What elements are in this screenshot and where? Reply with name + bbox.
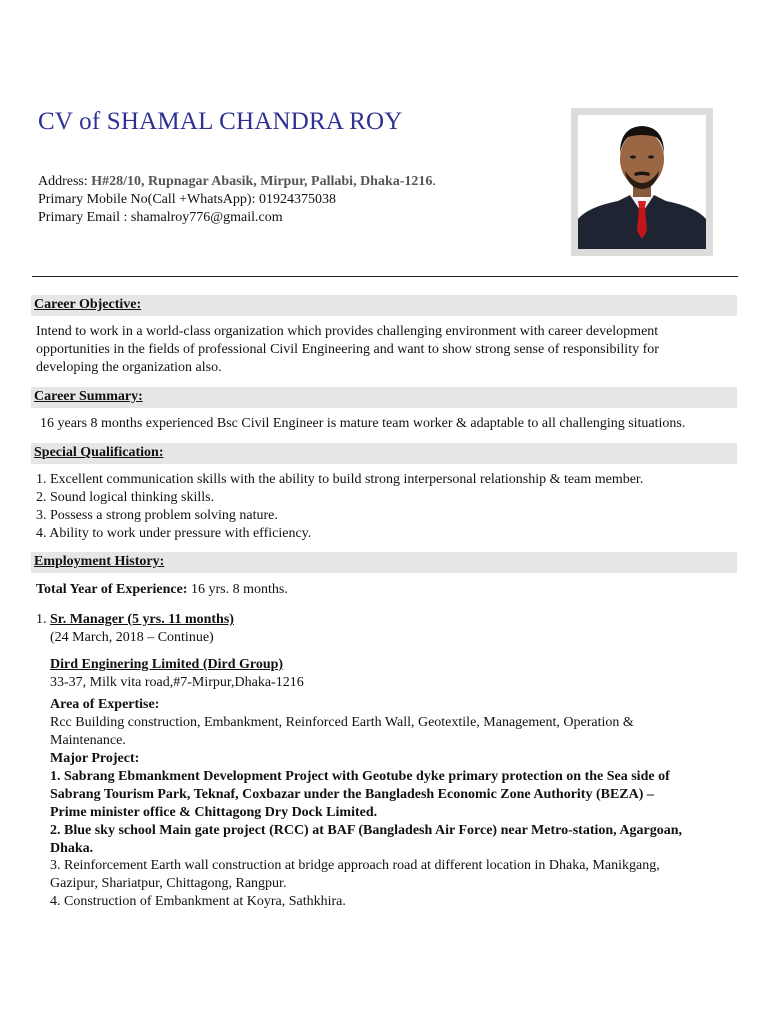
section-heading: Career Summary: <box>34 389 143 404</box>
project-line: Prime minister office & Chittagong Dry Dock Limited. <box>50 805 378 820</box>
project-line: Gazipur, Shariatpur, Chittagong, Rangpur. <box>50 876 287 891</box>
special-qualification-header <box>31 443 737 464</box>
address-value: H#28/10, Rupnagar Abasik, Mirpur, Pallabi, Dhaka-1216 <box>91 174 433 189</box>
major-project-label: Major Project: <box>50 751 140 766</box>
career-objective-header <box>31 295 737 316</box>
section-heading: Employment History: <box>34 554 165 569</box>
qualification-item: 3. Possess a strong problem solving nature. <box>36 508 278 523</box>
project-line: 1. Sabrang Ebmankment Development Project with Geotube dyke primary protection on the Sea side of <box>50 769 670 784</box>
qualification-item: 4. Ability to work under pressure with efficiency. <box>36 526 312 541</box>
job-title: Sr. Manager (5 yrs. 11 months) <box>50 612 234 627</box>
section-heading: Career Objective: <box>34 297 142 312</box>
email-line: Primary Email : shamalroy776@gmail.com <box>38 210 283 225</box>
cv-title: CV of SHAMAL CHANDRA ROY <box>38 108 403 135</box>
company-name: Dird Enginering Limited (Dird Group) <box>50 657 284 672</box>
objective-line: opportunities in the fields of professional Civil Engineering and want to show strong sense of responsibility for <box>36 342 659 357</box>
project-line: Dhaka. <box>50 841 94 856</box>
project-line: 3. Reinforcement Earth wall construction at bridge approach road at different location in Dhaka, Manikgang, <box>50 858 660 873</box>
section-heading: Special Qualification: <box>34 445 164 460</box>
profile-photo <box>578 115 706 249</box>
objective-line: Intend to work in a world-class organization which provides challenging environment with career development <box>36 324 659 339</box>
address-label: Address: <box>38 174 92 189</box>
qualification-item: 2. Sound logical thinking skills. <box>36 490 215 505</box>
objective-line: developing the organization also. <box>36 360 222 375</box>
total-experience-value: 16 yrs. 8 months. <box>187 582 288 597</box>
employment-history-header <box>31 552 737 573</box>
job-number: 1. <box>36 612 50 627</box>
total-experience-label: Total Year of Experience: <box>36 582 188 597</box>
header-divider <box>32 276 738 277</box>
address-end: . <box>432 174 436 189</box>
mobile-line: Primary Mobile No(Call +WhatsApp): 01924375038 <box>38 192 336 207</box>
photo-frame <box>571 108 713 256</box>
job-period: (24 March, 2018 – Continue) <box>50 630 214 645</box>
expertise-line: Maintenance. <box>50 733 126 748</box>
company-address: 33-37, Milk vita road,#7-Mirpur,Dhaka-1216 <box>50 675 304 690</box>
project-line: Sabrang Tourism Park, Teknaf, Coxbazar under the Bangladesh Economic Zone Authority (BEZA) – <box>50 787 654 802</box>
project-line: 2. Blue sky school Main gate project (RCC) at BAF (Bangladesh Air Force) near Metro-station, Agargoan, <box>50 823 683 838</box>
career-summary-header <box>31 387 737 408</box>
address-line <box>38 173 436 191</box>
expertise-line: Rcc Building construction, Embankment, Reinforced Earth Wall, Geotextile, Management, Operation & <box>50 715 634 730</box>
expertise-label: Area of Expertise: <box>50 697 160 712</box>
qualification-item: 1. Excellent communication skills with the ability to build strong interpersonal relationship & team member. <box>36 472 644 487</box>
summary-text: 16 years 8 months experienced Bsc Civil Engineer is mature team worker & adaptable to all challenging situations. <box>40 416 686 431</box>
total-experience <box>36 581 288 599</box>
job-position <box>36 611 234 629</box>
project-line: 4. Construction of Embankment at Koyra, Sathkhira. <box>50 894 346 909</box>
